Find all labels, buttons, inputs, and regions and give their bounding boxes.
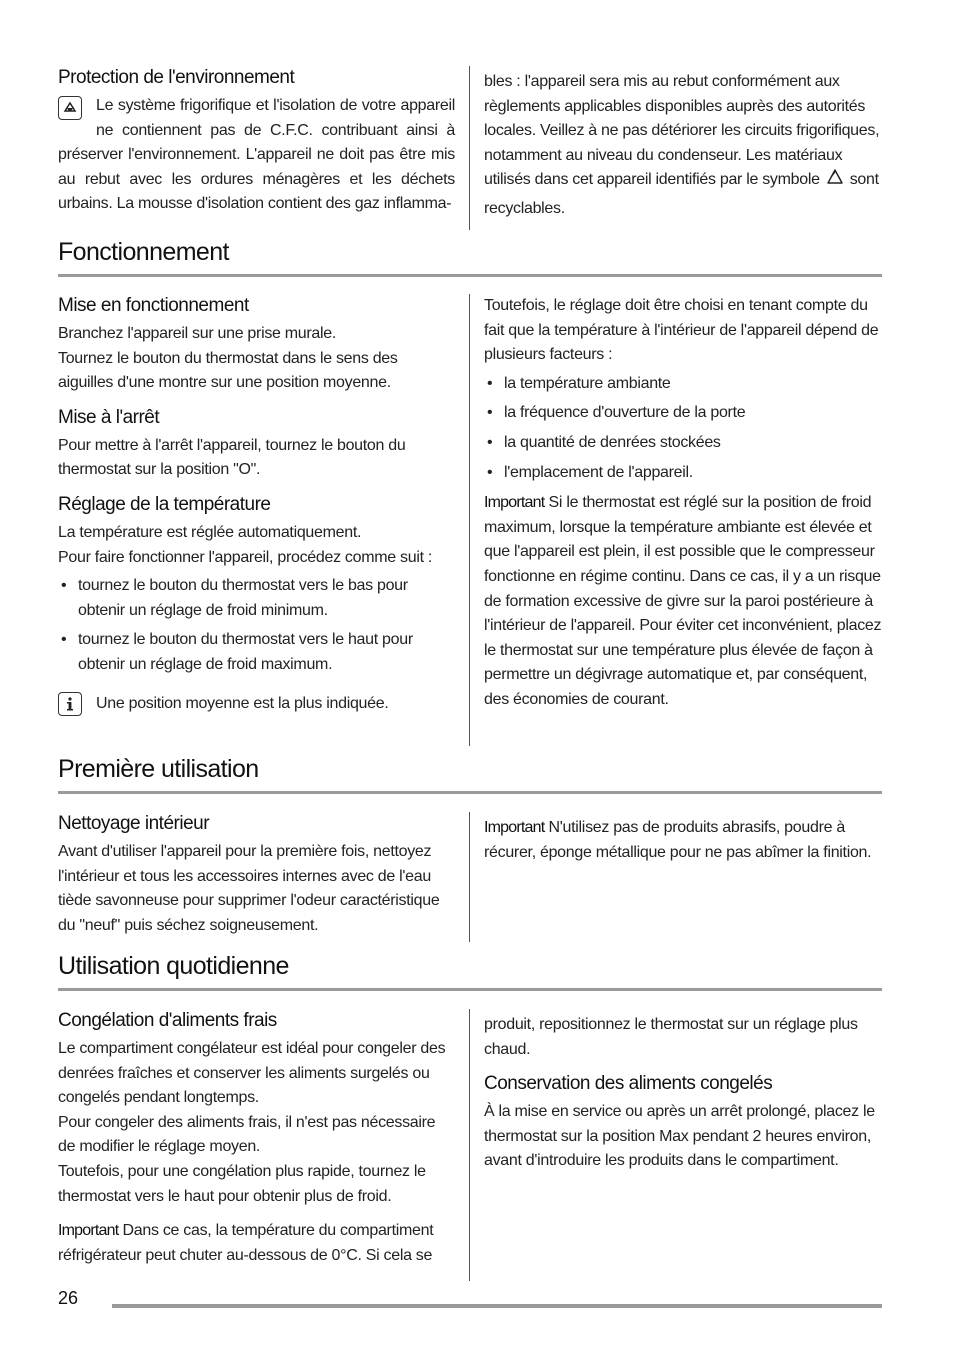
nettoyage-heading: Nettoyage intérieur <box>58 813 210 834</box>
important-label: Important <box>484 494 545 512</box>
quotidienne-left-column <box>58 1009 470 1281</box>
fonctionnement-right-column <box>470 294 882 746</box>
congelation-p3: Toutefois, pour une congélation plus rapide, tournez le thermostat vers le haut pour obtenir plus de froid. <box>58 1162 426 1205</box>
quotidienne-continuation: produit, repositionnez le thermostat sur un réglage plus chaud. <box>484 1016 858 1058</box>
important-label: Important <box>58 1222 119 1240</box>
section-title-fonctionnement: Fonctionnement <box>58 238 882 277</box>
nettoyage-text: Avant d'utiliser l'appareil pour la première fois, nettoyez l'intérieur et tous les accessoires internes avec de l'eau tiède savonneuse pour supprimer l'odeur caractéristique du "neuf" puis séchez soigneusement. <box>58 843 440 934</box>
fonctionnement-important <box>484 491 882 712</box>
congelation-p2: Pour congeler des aliments frais, il n'est pas nécessaire de modifier le réglage moyen. <box>58 1113 436 1156</box>
info-icon <box>58 692 82 716</box>
premiere-left-column <box>58 812 470 942</box>
quotidienne-right-column <box>470 1009 882 1281</box>
reglage-heading: Réglage de la température <box>58 493 271 515</box>
mise-en-fonctionnement-heading: Mise en fonctionnement <box>58 295 249 316</box>
environment-right-text: bles : l'appareil sera mis au rebut conformément aux règlements applicables disponibles auprès des autorités locales. Veillez à ne pas détériorer les circuits frigorifiques, notamment au niveau du condenseur. Les matériaux utilisés dans cet appareil identifiés par le symbole <box>484 73 880 189</box>
premiere-right-column <box>470 812 882 942</box>
mise-a-l-arret-heading: Mise à l'arrêt <box>58 406 160 428</box>
quotidienne-important <box>58 1219 455 1268</box>
list-item: • tournez le bouton du thermostat vers le haut pour obtenir un réglage de froid maximum. <box>61 631 413 673</box>
list-item: • la fréquence d'ouverture de la porte <box>487 404 746 422</box>
fonctionnement-left-column <box>58 294 470 746</box>
important-text: Si le thermostat est réglé sur la position de froid maximum, lorsque la température ambiante est élevée et que l'appareil est plein, il est possible que le compresseur fonctionne en régime continu. Dans ce cas, il y a un risque de formation excessive de givre sur la paroi postérieure à l'intérieur de l'appareil. Pour éviter cet inconvénient, placez le thermostat sur une température plus élevée de façon à permettre un dégivrage automatique et, par conséquent, des économies de courant. <box>484 494 882 708</box>
congelation-p1: Le compartiment congélateur est idéal pour congeler des denrées fraîches et conserver les aliments surgelés ou congelés pendant longtemps. <box>58 1040 446 1107</box>
list-item: • la température ambiante <box>487 374 671 392</box>
quotidienne-block <box>58 1009 882 1281</box>
environment-icon <box>58 96 82 120</box>
premiere-block <box>58 812 882 942</box>
section-title-premiere-utilisation: Première utilisation <box>58 755 882 794</box>
environment-right-column <box>470 66 882 230</box>
list-item: • tournez le bouton du thermostat vers le bas pour obtenir un réglage de froid minimum. <box>61 577 408 619</box>
reglage-line1: La température est réglée automatiquement. <box>58 523 362 541</box>
facteurs-bullets <box>484 372 882 485</box>
premiere-important <box>484 816 882 865</box>
conservation-heading: Conservation des aliments congelés <box>484 1073 773 1095</box>
important-text: Dans ce cas, la température du compartiment réfrigérateur peut chuter au-dessous de 0°C. Si cela se <box>58 1222 434 1264</box>
mise-en-fonctionnement-line1: Branchez l'appareil sur une prise murale. <box>58 325 337 342</box>
important-text: N'utilisez pas de produits abrasifs, poudre à récurer, éponge métallique pour ne pas abîmer la finition. <box>484 819 872 861</box>
mise-en-fonctionnement-line2: Tournez le bouton du thermostat dans le sens des aiguilles d'une montre sur une position moyenne. <box>58 349 398 392</box>
section-title-utilisation-quotidienne: Utilisation quotidienne <box>58 952 882 991</box>
conservation-text: À la mise en service ou après un arrêt prolongé, placez le thermostat sur la position Max pendant 2 heures environ, avant d'introduire les produits dans le compartiment. <box>484 1103 875 1170</box>
important-label: Important <box>484 819 545 836</box>
environment-block <box>58 66 882 230</box>
environment-left-column <box>58 66 470 230</box>
facteurs-intro: Toutefois, le réglage doit être choisi en tenant compte du fait que la température à l'intérieur de l'appareil dépend de plusieurs facteurs : <box>484 297 879 364</box>
environment-right-text-end: sont recyclables. <box>484 171 879 217</box>
recycle-icon <box>824 168 846 197</box>
environment-left-text: Le système frigorifique et l'isolation de votre appareil ne contiennent pas de C.F.C. contribuant ainsi à préserver l'environnement. L'appareil ne doit pas être mis au rebut avec les ordures ménagères et les déchets urbains. La mousse d'isolation contient des gaz inflamma- <box>58 97 455 213</box>
fonctionnement-block <box>58 294 882 746</box>
reglage-bullets <box>58 574 455 677</box>
info-note <box>58 692 455 717</box>
footer-rule <box>112 1304 882 1308</box>
list-item: • la quantité de denrées stockées <box>487 433 721 451</box>
page-number: 26 <box>58 1288 79 1308</box>
list-item: • l'emplacement de l'appareil. <box>487 463 693 481</box>
info-note-text: Une position moyenne est la plus indiquée. <box>96 694 389 712</box>
mise-a-l-arret-text: Pour mettre à l'arrêt l'appareil, tournez le bouton du thermostat sur la position "O". <box>58 436 406 479</box>
congelation-heading: Congélation d'aliments frais <box>58 1010 277 1031</box>
environment-heading: Protection de l'environnement <box>58 67 295 88</box>
reglage-line2: Pour faire fonctionner l'appareil, procédez comme suit : <box>58 548 433 566</box>
